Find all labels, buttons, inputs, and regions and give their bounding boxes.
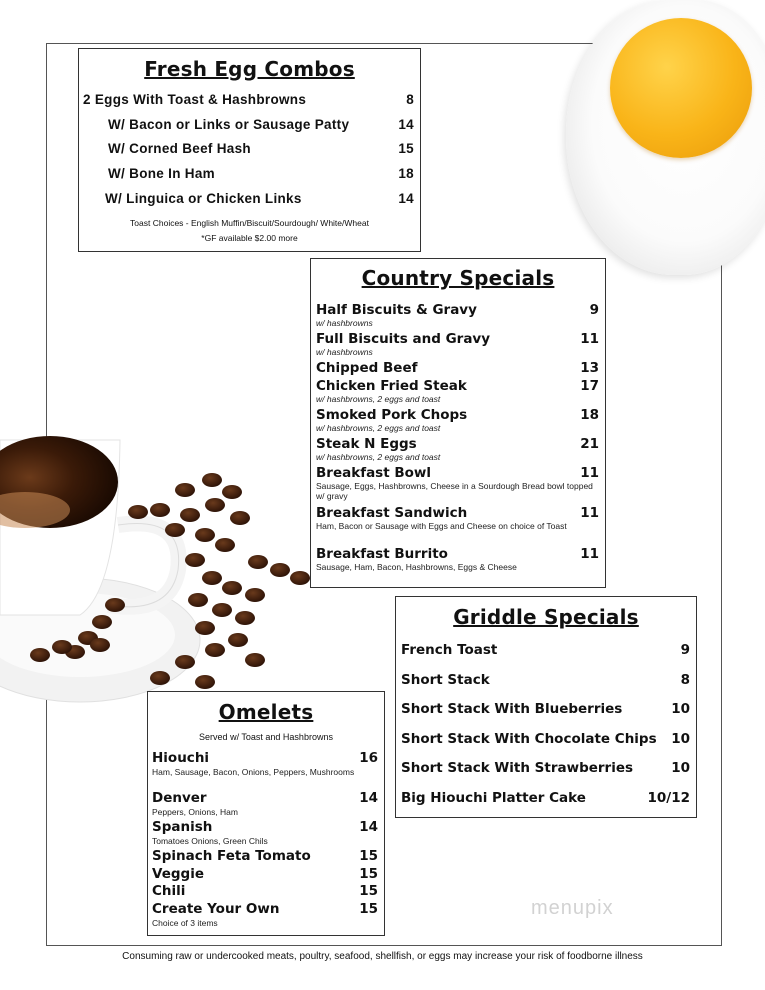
- menu-item: [152, 750, 378, 790]
- menu-item: [316, 547, 599, 573]
- fresh-egg-combos-section: [78, 48, 421, 252]
- griddle-specials-list: [401, 642, 690, 819]
- item-price: 15: [359, 848, 378, 864]
- menu-item: [79, 141, 420, 166]
- item-name: Denver: [152, 790, 207, 806]
- item-name: W/ Linguica or Chicken Links: [105, 190, 302, 206]
- toast-choices-note: Toast Choices - English Muffin/Biscuit/Sourdough/ White/Wheat: [130, 218, 369, 228]
- egg-yolk: [610, 18, 752, 158]
- menu-item: [79, 117, 420, 142]
- item-price: 15: [359, 883, 378, 899]
- coffee-cup-image: [0, 400, 330, 730]
- item-description: Sausage, Eggs, Hashbrowns, Cheese in a Sourdough Bread bowl topped w/ gravy: [316, 481, 593, 501]
- item-name: Smoked Pork Chops: [316, 407, 468, 423]
- item-price: 16: [359, 750, 378, 766]
- menu-item: [401, 672, 690, 702]
- item-name: Short Stack With Strawberries: [401, 760, 634, 776]
- menu-item: [152, 866, 378, 883]
- item-description: w/ hashbrowns: [316, 347, 373, 357]
- item-price: 14: [359, 790, 378, 806]
- item-price: 10: [671, 760, 690, 776]
- item-name: Short Stack: [401, 671, 490, 688]
- menu-item: [316, 408, 599, 437]
- item-name: Steak N Eggs: [316, 436, 417, 452]
- item-description: w/ hashbrowns, 2 eggs and toast: [316, 452, 441, 462]
- item-description: Sausage, Ham, Bacon, Hashbrowns, Eggs & Cheese: [316, 562, 517, 572]
- item-name: W/ Bone In Ham: [108, 166, 215, 182]
- item-name: Spanish: [152, 819, 213, 835]
- item-name: Big Hiouchi Platter Cake: [401, 789, 586, 806]
- item-name: 2 Eggs With Toast & Hashbrowns: [83, 92, 307, 107]
- menu-item: [152, 901, 378, 929]
- menu-item: [316, 332, 599, 361]
- item-price: 11: [580, 546, 599, 562]
- item-name: Chicken Fried Steak: [316, 378, 467, 394]
- omelets-list: [152, 750, 378, 929]
- griddle-specials-section: [395, 596, 697, 818]
- menu-item: [316, 466, 599, 506]
- gf-note: *GF available $2.00 more: [201, 233, 298, 243]
- item-price: 9: [589, 302, 599, 318]
- item-name: Hiouchi: [152, 750, 210, 766]
- item-description: Ham, Sausage, Bacon, Onions, Peppers, Mushrooms: [152, 767, 355, 777]
- item-price: 8: [680, 671, 690, 688]
- item-description: Choice of 3 items: [152, 918, 218, 928]
- menu-item: [316, 437, 599, 466]
- item-price: 10: [671, 730, 690, 747]
- item-price: 18: [398, 166, 414, 182]
- item-name: Breakfast Bowl: [316, 465, 432, 481]
- menu-item: [401, 701, 690, 731]
- item-description: w/ hashbrowns: [316, 318, 373, 328]
- item-description: Ham, Bacon or Sausage with Eggs and Cheese on choice of Toast: [316, 521, 567, 531]
- menu-item: [401, 790, 690, 820]
- item-price: 9: [680, 642, 690, 658]
- item-price: 14: [398, 116, 414, 132]
- item-price: 15: [398, 141, 414, 157]
- menu-item: [152, 848, 378, 866]
- item-name: Create Your Own: [152, 901, 280, 917]
- omelets-title: Omelets: [218, 700, 314, 724]
- item-name: French Toast: [401, 642, 498, 658]
- country-specials-section: [310, 258, 606, 588]
- item-name: Chipped Beef: [316, 360, 418, 376]
- item-name: Chili: [152, 883, 186, 899]
- item-price: 8: [406, 92, 414, 107]
- country-specials-title: Country Specials: [361, 266, 555, 290]
- item-name: Veggie: [152, 866, 204, 882]
- item-price: 10/12: [647, 789, 690, 806]
- menu-item: [401, 642, 690, 672]
- menu-item: [401, 760, 690, 790]
- item-name: W/ Bacon or Links or Sausage Patty: [108, 116, 350, 132]
- item-name: Breakfast Burrito: [316, 546, 448, 562]
- item-price: 17: [580, 378, 599, 394]
- fresh-egg-combos-list: [79, 92, 420, 215]
- menu-item: [316, 506, 599, 547]
- item-name: Spinach Feta Tomato: [152, 848, 311, 864]
- menu-item: [316, 379, 599, 408]
- griddle-specials-title: Griddle Specials: [453, 605, 639, 629]
- omelets-subtitle: Served w/ Toast and Hashbrowns: [199, 732, 333, 742]
- menu-item: [316, 361, 599, 379]
- menupix-watermark: menupix: [531, 897, 614, 919]
- item-price: 13: [580, 360, 599, 376]
- item-description: Peppers, Onions, Ham: [152, 807, 238, 817]
- foodborne-illness-disclaimer: Consuming raw or undercooked meats, poultry, seafood, shellfish, or eggs may increase your risk of foodborne illness: [122, 951, 643, 962]
- item-price: 14: [398, 190, 414, 206]
- menu-item: [316, 303, 599, 332]
- item-price: 11: [580, 465, 599, 481]
- fresh-egg-combos-title: Fresh Egg Combos: [144, 57, 355, 81]
- item-price: 15: [359, 866, 378, 882]
- item-price: 10: [671, 701, 690, 717]
- item-price: 18: [580, 407, 599, 423]
- item-description: w/ hashbrowns, 2 eggs and toast: [316, 394, 441, 404]
- menu-item: [79, 92, 420, 117]
- omelets-section: [147, 691, 385, 936]
- item-name: Short Stack With Chocolate Chips: [401, 730, 657, 747]
- item-name: W/ Corned Beef Hash: [108, 141, 251, 157]
- item-price: 11: [580, 505, 599, 521]
- item-price: 21: [580, 436, 599, 452]
- menu-item: [79, 166, 420, 191]
- item-name: Breakfast Sandwich: [316, 505, 468, 521]
- item-name: Full Biscuits and Gravy: [316, 331, 491, 347]
- menu-item: [152, 883, 378, 901]
- item-name: Half Biscuits & Gravy: [316, 302, 477, 318]
- menu-item: [401, 731, 690, 761]
- item-price: 15: [359, 901, 378, 917]
- country-specials-list: [316, 303, 599, 573]
- item-name: Short Stack With Blueberries: [401, 701, 623, 717]
- item-description: Tomatoes Onions, Green Chils: [152, 836, 268, 846]
- menu-item: [79, 191, 420, 216]
- item-price: 14: [359, 819, 378, 835]
- menu-item: [152, 819, 378, 848]
- item-description: w/ hashbrowns, 2 eggs and toast: [316, 423, 441, 433]
- menu-item: [152, 790, 378, 819]
- item-price: 11: [580, 331, 599, 347]
